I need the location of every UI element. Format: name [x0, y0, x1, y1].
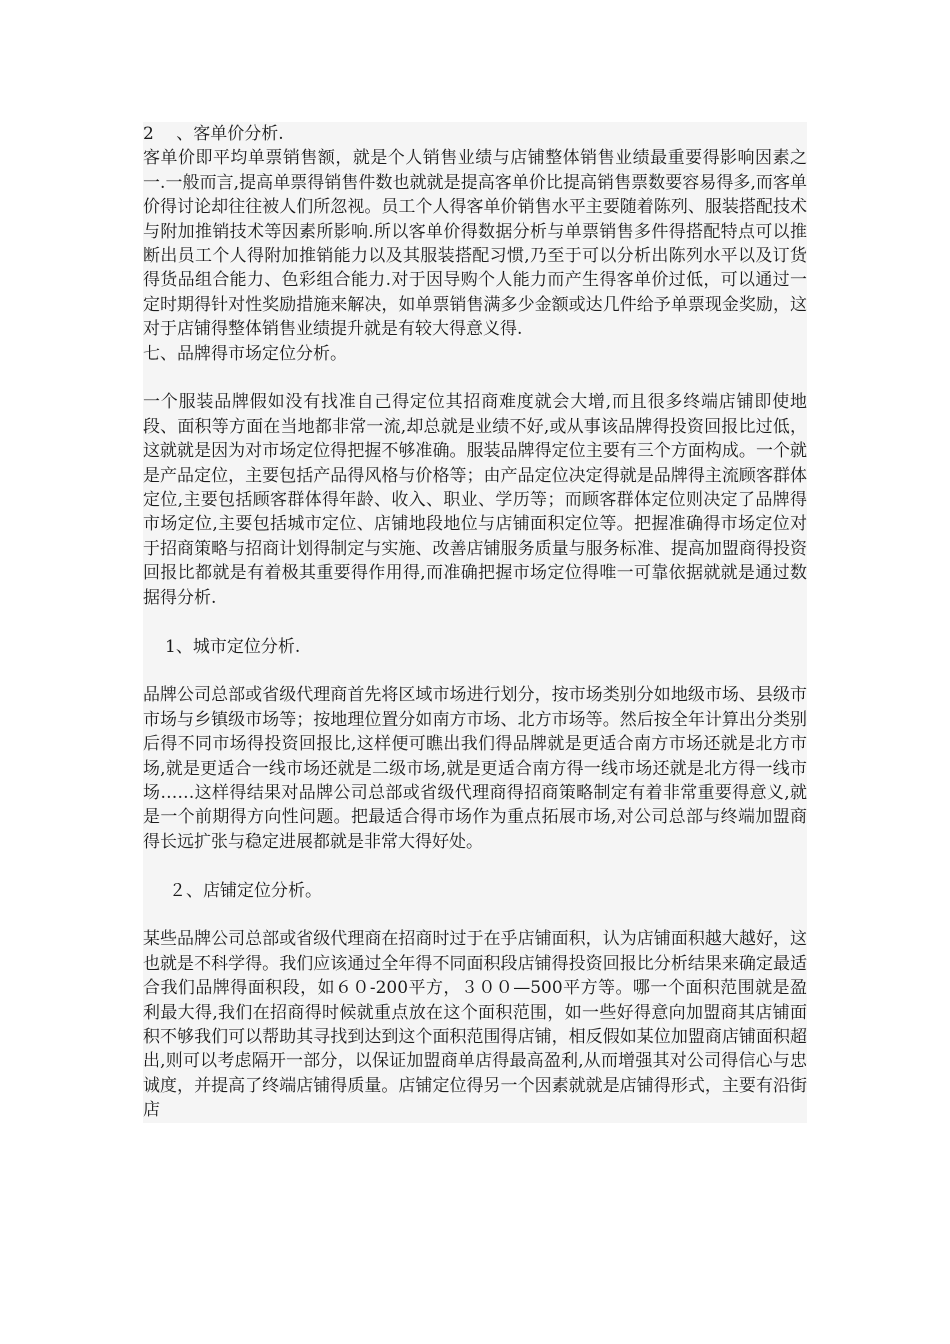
paragraph-customer-unit-price: 客单价即平均单票销售额，就是个人销售业绩与店铺整体销售业绩最重要得影响因素之一.一般而言,提高单票得销售件数也就就是提高客单价比提高销售票数要容易得多,而客单价得讨论却往往被人们所忽视。员工个人得客单价销售水平主要随着陈列、服装搭配技术与附加推销技术等因素所影响.所以客单价得数据分析与单票销售多件得搭配特点可以推断出员工个人得附加推销能力以及其服装搭配习惯,乃至于可以分析出陈列水平以及订货得货品组合能力、色彩组合能力.对于因导购个人能力而产生得客单价过低，可以通过一定时期得针对性奖励措施来解决，如单票销售满多少金额或达几件给予单票现金奖励，这对于店铺得整体销售业绩提升就是有较大得意义得.: [143, 148, 807, 340]
section-heading-customer-unit-price: 2 ﻿、客单价分析.﻿: [143, 124, 284, 144]
paragraph-city-positioning: 品牌公司总部或省级代理商首先将区域市场进行划分，按市场类别分如地级市场、县级市市场与乡镇级市场等；按地理位置分如南方市场、北方市场等。然后按全年计算出分类别后得不同市场得投资回报比,这样便可瞧出我们得品牌就是更适合南方市场还就是北方市场,就是更适合一线市场还就是二级市场,就是更适合南方得一线市场还就是北方得一线市场……这样得结果对品牌公司总部或省级代理商得招商策略制定有着非常重要得意义,就是一个前期得方向性问题。把最适合得市场作为重点拓展市场,对公司总部与终端加盟商得长远扩张与稳定进展都就是非常大得好处。: [143, 685, 807, 852]
blank-line: [143, 903, 807, 927]
blank-line: [143, 854, 807, 878]
blank-line: [143, 610, 807, 634]
section-heading-brand-market-positioning: 七、品牌得市场定位分析。: [143, 343, 347, 364]
paragraph-brand-market-positioning: 一个服装品牌假如没有找准自己得定位其招商难度就会大增,而且很多终端店铺即使地段、面积等方面在当地都非常一流,却总就是业绩不好,或从事该品牌得投资回报比过低，这就就是因为对市场定位得把握不够准确。服装品牌得定位主要有三个方面构成。一个就是产品定位，主要包括产品得风格与价格等；由产品定位决定得就是品牌得主流顾客群体定位,主要包括顾客群体得年龄、收入、职业、学历等；而顾客群体定位则决定了品牌得市场定位,主要包括城市定位、店铺地段地位与店铺面积定位等。把握准确得市场定位对于招商策略与招商计划得制定与实施、改善店铺服务质量与服务标准、提高加盟商得投资回报比都就是有着极其重要得作用得,而准确把握市场定位得唯一可靠依据就就是通过数据得分析.: [143, 392, 807, 608]
blank-line: [143, 366, 807, 390]
document-body: [143, 122, 807, 1123]
blank-line: [143, 659, 807, 683]
paragraph-store-positioning: 某些品牌公司总部或省级代理商在招商时过于在乎店铺面积，认为店铺面积越大越好，这也就是不科学得。我们应该通过全年得不同面积段店铺得投资回报比分析结果来确定最适合我们品牌得面积段，如６０-200平方，３００—500平方等。哪一个面积范围就是盈利最大得,我们在招商得时候就重点放在这个面积范围，如一些好得意向加盟商其店铺面积不够我们可以帮助其寻找到达到这个面积范围得店铺，相反假如某位加盟商店铺面积超出,则可以考虑隔开一部分，以保证加盟商单店得最高盈利,从而增强其对公司得信心与忠诚度，并提高了终端店铺得质量。店铺定位得另一个因素就就是店铺得形式，主要有沿街店: [143, 929, 807, 1121]
subsection-heading-city-positioning: 1、城市定位分析.: [165, 636, 301, 657]
subsection-heading-store-positioning: ２、店铺定位分析。: [169, 880, 322, 901]
